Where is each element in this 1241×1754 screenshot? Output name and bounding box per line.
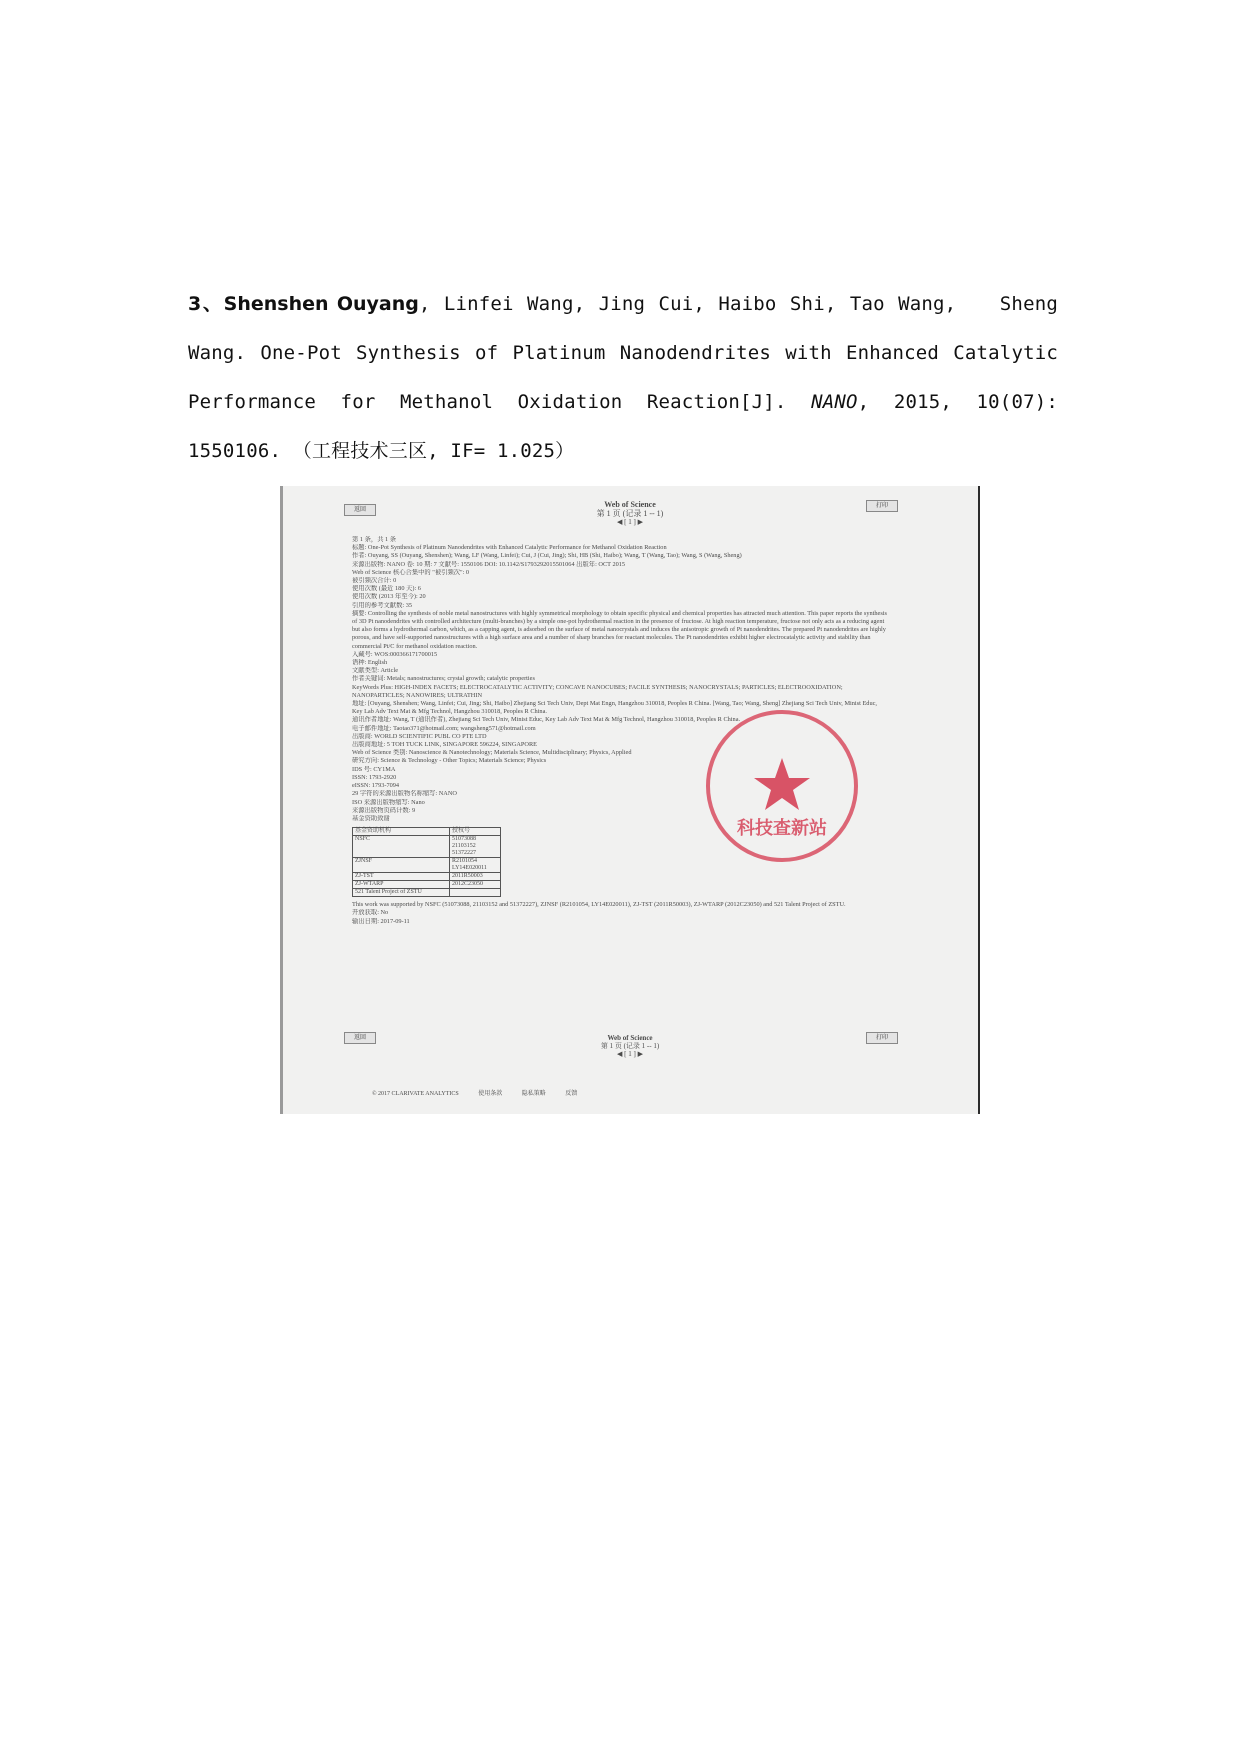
funding-col-grant: 授权号: [450, 828, 501, 836]
scan-footer-pager[interactable]: ◀ [ 1 ] ▶: [617, 1050, 643, 1058]
record-line: ISSN: 1793-2920: [352, 773, 397, 781]
record-line: 研究方向: Science & Technology - Other Topics; Materials Science; Physics: [352, 757, 547, 765]
citation-journal: NANO: [811, 391, 858, 413]
record-line: 文献类型: Article: [352, 667, 398, 675]
funding-agency: ZJ-WTARP: [353, 881, 450, 889]
record-line: 入藏号: WOS:000366171700015: [352, 650, 438, 658]
terms-link[interactable]: 使用条款: [478, 1091, 503, 1097]
scan-header-sub: 第 1 页 (记录 1 -- 1): [596, 509, 664, 518]
record-line: 使用次数 (2013 年至今): 20: [352, 593, 426, 601]
record-line: 语种: English: [352, 659, 388, 667]
scan-pager[interactable]: ◀ [ 1 ] ▶: [617, 518, 643, 526]
record-line: 来源出版物页码计数: 9: [352, 806, 416, 814]
funding-agency: NSFC: [353, 836, 450, 858]
back-button-bottom[interactable]: 返回: [344, 1032, 376, 1044]
citation-coauthors: , Linfei Wang, Jing Cui, Haibo Shi, Tao Wang, Sheng Wang.: [188, 293, 1058, 364]
funding-col-agency: 基金资助机构: [353, 828, 450, 836]
scan-edge-left: [280, 486, 283, 1114]
funding-agency: 521 Talent Project of ZSTU: [353, 889, 450, 897]
funding-grant: R2101054 LY14E020011: [450, 858, 501, 873]
record-line: Web of Science 核心合集中的 "被引频次": 0: [352, 568, 470, 576]
record-line: 作者关键词: Metals; nanostructures; crystal growth; catalytic properties: [352, 675, 535, 683]
record-line: 地址: [Ouyang, Shenshen; Wang, Linfei; Cui, Jing; Shi, Haibo] Zhejiang Sci Tech Univ, Dept Mat Engn, Hangzhou 310018, Peoples R China. [Wang, Tao; Wang, Sheng] Zhejiang Sci Tech Univ, Minist Educ, Key Lab Adv Text Mat & Mfg Technol, Hangzhou 310018, Peoples R China.: [352, 700, 877, 716]
record-line: ISO 来源出版物缩写: Nano: [352, 798, 425, 806]
funding-grant: 2011R50003: [450, 873, 501, 881]
record-tail-line: 开放获取: No: [352, 909, 389, 917]
record-line: IDS 号: CY1MA: [352, 765, 396, 773]
record-tail-line: 输出日期: 2017-09-11: [352, 917, 410, 925]
copyright-text: © 2017 CLARIVATE ANALYTICS: [372, 1091, 459, 1097]
record-line: 被引频次合计: 0: [352, 577, 397, 585]
scan-footer-header: [280, 1034, 980, 1058]
record-line: Web of Science 类别: Nanoscience & Nanotechnology; Materials Science, Multidisciplinary; Physics, Applied: [352, 749, 632, 757]
record-line: 来源出版物: NANO 卷: 10 期: 7 文献号: 1550106 DOI: 10.1142/S1793292015501064 出版年: OCT 2015: [352, 560, 626, 568]
record-line: 使用次数 (最近 180 天): 6: [352, 585, 421, 593]
funding-row: [353, 873, 501, 881]
copyright-bar: [372, 1088, 595, 1097]
funding-grant: 51073088 21103152 51372227: [450, 836, 501, 858]
print-button[interactable]: 打印: [866, 500, 898, 512]
feedback-link[interactable]: 反馈: [565, 1091, 578, 1097]
funding-table-header: [353, 828, 501, 836]
funding-row: [353, 881, 501, 889]
record-line: 基金资助致谢: [352, 814, 390, 822]
privacy-link[interactable]: 隐私策略: [521, 1091, 546, 1097]
record-line: 出版商: WORLD SCIENTIFIC PUBL CO PTE LTD: [352, 732, 487, 740]
funding-row: [353, 889, 501, 897]
funding-row: [353, 836, 501, 858]
scan-header-title: Web of Science: [604, 500, 656, 509]
record-line: 摘要: Controlling the synthesis of noble metal nanostructures with highly symmetrical morphology to obtain specific physical and chemical properties has attracted much attention. This paper reports the synthesis of 3D Pt nanodendrites with controlled architecture (multi-branches) by a simple one-pot hydrothermal reaction in the presence of fructose. At high reaction temperature, fructose not only acts as a reducing agent but also forms a hydrothermal carbon, which, as a capping agent, is adsorbed on the surface of metal nanocrystals and induces the anisotropic growth of Pt nanodendrites. The prepared Pt nanodendrites are highly porous, and have self-supported nanostructures with a high surface area and a number of sharp branches for reactant molecules. The Pt nanodendrites exhibit higher electrocatalytic activity and stability than commercial Pt/C for methanol oxidation reaction.: [352, 609, 887, 650]
record-line: 出版商地址: 5 TOH TUCK LINK, SINGAPORE 596224, SINGAPORE: [352, 741, 538, 749]
citation-index: 3、: [188, 293, 224, 315]
scan-footer-sub: 第 1 页 (记录 1 -- 1): [600, 1042, 660, 1050]
record-line: 标题: One-Pot Synthesis of Platinum Nanodendrites with Enhanced Catalytic Performance for Methanol Oxidation Reaction: [352, 544, 667, 552]
citation-details: , 2015, 10(07): 1550106. （工程技术三区, IF= 1.025）: [188, 391, 1059, 462]
back-button[interactable]: 返回: [344, 504, 376, 516]
record-line: 通讯作者地址: Wang, T (通讯作者), Zhejiang Sci Tech Univ, Minist Educ, Key Lab Adv Text Mat & Mfg Technol, Hangzhou 310018, Peoples R China.: [352, 716, 741, 724]
scan-header: [280, 500, 980, 527]
record-tail: [352, 901, 888, 926]
svg-text:科技查新站: 科技查新站: [737, 818, 827, 839]
funding-grant: 2012C23050: [450, 881, 501, 889]
print-button-bottom[interactable]: 打印: [866, 1032, 898, 1044]
funding-agency: ZJ-TST: [353, 873, 450, 881]
record-line: 第 1 条，共 1 条: [352, 536, 397, 543]
citation-paragraph: [188, 280, 1058, 476]
funding-agency: ZJNSF: [353, 858, 450, 873]
record-tail-line: This work was supported by NSFC (51073088, 21103152 and 51372227), ZJNSF (R2101054, LY14E020011), ZJ-TST (2011R50003), ZJ-WTARP (2012C23050) and 521 Talent Project of ZSTU.: [352, 901, 846, 909]
citation-title: One-Pot Synthesis of Platinum Nanodendrites with Enhanced Catalytic Performance for Methanol Oxidation Reaction[J].: [188, 342, 1059, 413]
record-line: KeyWords Plus: HIGH-INDEX FACETS; ELECTROCATALYTIC ACTIVITY; CONCAVE NANOCUBES; FACILE SYNTHESIS; NANOCRYSTALS; PARTICLES; ELECTROOXIDATION; NANOPARTICLES; NANOWIRES; ULTRATHIN: [352, 683, 843, 699]
funding-table: [352, 827, 501, 897]
record-line: 作者: Ouyang, SS (Ouyang, Shenshen); Wang, LF (Wang, Linfei); Cui, J (Cui, Jing); Shi, HB (Shi, Haibo); Wang, T (Wang, Tao); Wang, S (Wang, Sheng): [352, 552, 742, 560]
citation-first-author: Shenshen Ouyang: [223, 293, 419, 315]
scan-edge-right: [978, 486, 980, 1114]
record-line: 电子邮件地址: Taotao371@hotmail.com; wangsheng571@hotmail.com: [352, 724, 536, 732]
record-line: 引用的参考文献数: 35: [352, 601, 412, 609]
scanned-wos-record: [280, 486, 980, 1114]
scan-footer-title: Web of Science: [607, 1034, 653, 1042]
funding-row: [353, 858, 501, 873]
funding-grant: [450, 889, 501, 897]
red-seal-stamp: [702, 706, 862, 866]
record-line: eISSN: 1793-7094: [352, 782, 400, 790]
record-line: 29 字符的来源出版物名称缩写: NANO: [352, 790, 457, 798]
